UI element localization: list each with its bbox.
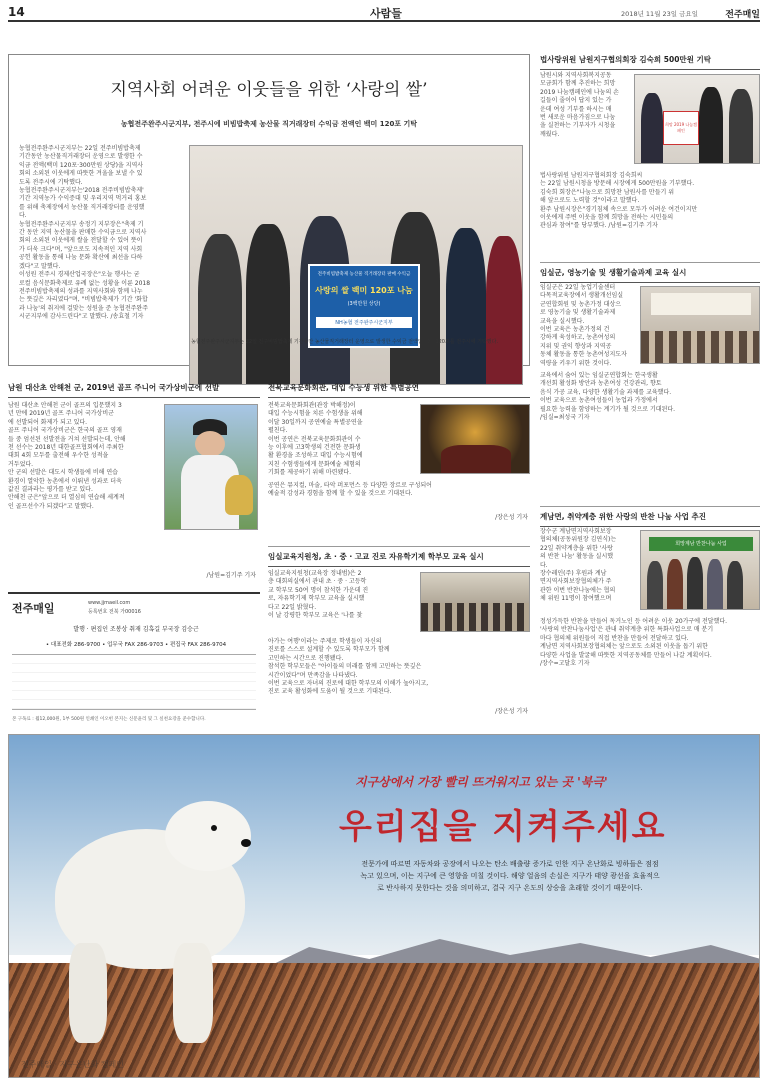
imsil-article	[268, 546, 530, 726]
culture-article	[268, 382, 530, 532]
golf-body: 남원 대산초 안해천 군이 골프의 입문했지 3 년 만에 2019년 골프 주니어 국가상비군 에 선발되어 화제가 되고 있다. 골프 주니어 국가상비군은 한국의 골프 영재 들 중 엄선된 선발전을 거쳐 선발되는데, 안해 천 선수는 2018년 대한골프협회에서 주최한 대회 4회 모두를 출전해 우수한 성적을 거두었다. 안 군의 선발은 대도시 학생들에 비해 연습 환경이 열악한 농촌에서 이뤄낸 성과로 더욱 값진 결과라는 평가를 받고 있다. 안해천 군은"앞으로 더 열심히 연습해 세계적 인 골프선수가 되겠다"고 말했다.	[8, 402, 126, 510]
side3-body-2: 정성가득한 반찬을 만들어 독거노인 등 어려운 이웃 20가구에 전달했다. '사랑의 반찬나눔사업'은 관내 취약계층 위한 특화사업으로 매 분기 마다 협의체 위원들이 직접 반찬을 만들어 전달하고 있다. 계남면 지역사회보장협의체는 앞으로도 소외된 이웃을 돕기 위한 다양한 사업을 발굴해 따뜻한 지역공동체를 만들어 나갈 계획이다. /장수=고달호 기자	[540, 618, 728, 668]
side2-title: 임실군, 영농기술 및 생활기술과제 교육 실시	[540, 262, 760, 283]
lead-photo	[189, 145, 523, 385]
masthead-table	[12, 654, 256, 710]
polar-bear-image	[15, 793, 265, 1043]
masthead-url: www.jjmaeil.com	[88, 600, 131, 606]
masthead-phones: • 대표전화 286-9700 • 업무국 FAX 286-9703 • 편집국 FAX 286-9704	[45, 642, 227, 648]
culture-body: 전북교육문화회관(관장 박해정)이 대입 수능시험을 치른 수험생을 위해 이달 30일까지 공연예술 특별공연을 펼친다. 이번 공연은 전북교육문화회관이 수 능 이후에 고3학생의 건전한 문화생 활 환경을 조성하고 대입 수능시험에 지친 수험생들에게 문화예술 체험의 기회를 제공하기 위해 마련됐다.	[268, 402, 363, 477]
culture-byline: /장은성 기자	[495, 514, 528, 521]
masthead-reg: 등록번호 전북 가00016	[88, 609, 141, 615]
polar-bear-ad	[8, 734, 760, 1078]
masthead-staff: 발행 · 편집인 조봉상 취재 김혹길 부국장 김승근	[73, 626, 199, 633]
lead-title: 지역사회 어려운 이웃들을 위한 ‘사랑의 쌀’	[110, 80, 428, 100]
ad-text-2: 녹고 있으며, 이는 지구에 큰 영향을 미칠 것이다. 해양 얼음의 손실은 지구가 태양 광선을 효율적으	[360, 872, 660, 880]
golf-photo	[164, 404, 258, 530]
side1-body-2: 법사랑위원 남원지구협의회장 김숙희씨 는 22일 남원시청을 방문해 시장에게 500만원을 기부했다. 김숙희 회장은"나눔으로 희망찬 남원사를 만들기 위 해 앞으로도 노력할 것"이라고 말했다. 환주 남원시장은"경기침체 속으로 모두가 어려운 여건이지만 이웃에게 주변 이웃을 함께 희망을 전하는 시민들의 관심과 참여"를 당부했다. /남원=김기주 기자	[540, 172, 698, 230]
culture-photo	[420, 404, 530, 474]
masthead-box	[8, 592, 260, 726]
page-header	[8, 4, 760, 22]
side2-body: 임실군은 22일 농업기술센터 다목적교육장에서 생활개선임실 군연합회원 및 농촌가정 대상으 로 영농기술 및 생활기술과제 교육을 실시했다. 이번 교육은 농촌가정의 건 강하게 육성하고, 농촌여성의 지위 및 권익 향상과 지역공 동체 활동을 통한 농촌여성지도자 역량을 키우기 위한 것이다.	[540, 284, 627, 367]
lead-body: 농협전주완주시군지부는 22일 전주비빔밥축제 기간동안 농산물직거래장터 운영으로 발생한 수 익금 전액(백미 120포·300만원 상당)을 지역사 회의 소외된 이웃에게 따뜻한 겨울을 보낼 수 있 도록 전주시에 기탁했다. 농협전주완주시군지부는'2018 전주비빔밥축제' 기간 지역농가 수익증대 및 우리지역 먹거리 홍보 를 위해 축제장에서 농산물 직거래장터를 운영했 다. 농협전주완주시군지부 송정기 지부장은"축제 기 간 동안 지역 농산물을 판매한 수익금으로 지역사 회의 소외된 이웃에게 쌀을 전달할 수 있어 뜻이 가 더욱 크다"며, "앞으로도 지속적인 지역 사회 공헌 활동을 통해 나눔 문화 확산에 최선을 다하 겠다"고 말했다. 이성원 전주시 경제산업국장은"오늘 행사는 굳 로컬 음식문화축제로 유례 없는 성황을 이룬 2018 전주비빔밥축제의 성과를 지역사회와 함께 나누 는 뜻깊은 자리였다"며, "비빔밥축제가 기간 '화합 과 나눔'의 취지에 걸맞는 성원을 준 농협전주완주 시군지부에 감사드린다"고 말했다. /송효철 기자	[19, 145, 151, 321]
lead-caption: 농협전주완주시군지부는 22일 전주비빔밥축제 기간동안 농산물직거래장터 운영으로 발생한 수익금 전액인 백미 120포를 전주시에 기탁했다.	[191, 339, 499, 345]
ad-tagline: 지구상에서 가장 빨리 뜨거워지고 있는 곳 '북극'	[355, 775, 608, 789]
ad-footer: 전주매일 · 지구온난화 캠페인	[21, 1060, 124, 1069]
imsil-body: 임실교육지원청(교육장 정내범)은 2 층 대회의실에서 관내 초 · 중 · 고등학 교 학부모 50여 명이 참석한 가운데 진 로, 자유학기제 학부모 교육을 실시했 다고 22일 밝혔다. 이 날 강평한 학부모 교육은 '나를 찾	[268, 570, 369, 620]
side2-body-2: 교육에서 숨어 있는 임실군연합회는 한국생활 개선회 활성화 방안과 농촌여성 건강관리, 향토 음식 가공 교육, 다양한 생활기술 과제를 교육했다. 이번 교육으로 농촌여성들이 농업과 가정에서 필요한 능력을 함양하는 계기가 될 것으로 기대된다. /임실=최성국 기자	[540, 372, 676, 422]
rice-banner: 전주비빔밥축제 농산물 직거래장터 판매 수익금 사랑의 쌀 백미 120포 나눔 (3백만원 상당) NH농협 전주완주시군지부	[308, 264, 420, 348]
section-name: 사람들	[370, 7, 402, 20]
lead-subtitle: 농협전주완주시군지부, 전주시에 비빔밥축제 농산물 직거래장터 수익금 전액인 백미 120포 기탁	[120, 120, 418, 128]
golf-title: 남원 대산초 안해천 군, 2019년 골프 주니어 국가상비군에 선발	[8, 382, 260, 398]
side3-body: 장수군 계남면지역사회보장 협의체(공동위원장 김연식)는 22일 취약계층을 위한 '사랑 의 반찬 나눔' 활동을 실시했 다. 장수레인(주) 후원과 계남 면지역사회보장협의체가 주 관한 이번 반찬나눔에는 협의 체 위원 11명이 참여했으며	[540, 528, 617, 603]
culture-title: 전북교육문화회관, 대입 수능생 위한 특별공연	[268, 382, 530, 398]
header-date: 2018년 11월 23일 금요일	[621, 10, 698, 18]
golf-article	[8, 382, 260, 582]
side2-photo	[640, 286, 760, 364]
imsil-byline: /장은성 기자	[495, 708, 528, 715]
imsil-photo	[420, 572, 530, 632]
side-article-1	[540, 54, 760, 276]
masthead-footer: 본 구독료 : 월12,000원, 1부 500원 인쇄인 이오헌 본지는 신문윤리 및 그 실천요강을 준수합니다.	[12, 717, 206, 722]
side3-title: 계남면, 취약계층 위한 사랑의 반찬 나눔 사업 추진	[540, 506, 760, 527]
ad-text-1: 전문가에 따르면 자동차와 공장에서 나오는 탄소 배출량 증가로 인한 지구 온난화로 빙하들은 점점	[361, 860, 659, 868]
imsil-body-2: 아가는 여행'이라는 주제로 학생들이 자신의 진로를 스스로 설계할 수 있도록 학부모가 함께 고민하는 시간으로 진행됐다. 참석한 학부모들은 "아이들의 미래를 함께 고민하는 뜻깊은 시간이었다"며 만족감을 나타냈다. 이번 교육으로 자녀의 진로에 대한 학부모의 이해가 높아지고, 진로 교육 활성화에 도움이 될 것으로 기대된다.	[268, 638, 429, 696]
header-paper: 전주매일	[725, 10, 760, 20]
ad-text-3: 로 반사하지 못한다는 것을 의미하고, 결국 지구 온도의 상승을 초래할 것이기 때문이다.	[377, 884, 643, 892]
side3-banner: 희망계남 반찬나눔 사업	[649, 537, 753, 551]
culture-body-2: 공연은 뮤지컬, 마술, 타악 퍼포먼스 등 다양한 장르로 구성되어 예술적 감성과 경험을 함께 할 수 있을 것으로 기대된다.	[268, 482, 432, 498]
lead-article	[8, 54, 530, 366]
golf-byline: /남원=김기주 기자	[206, 572, 256, 579]
page-number: 14	[8, 5, 25, 19]
side-article-3	[540, 506, 760, 730]
side1-title: 법사랑위원 남원지구협의회장 김숙희 500만원 기탁	[540, 54, 760, 70]
side1-body: 남원시와 지역사회복지공동 모금회가 함께 추진하는 희망 2019 나눔캠페인에 나눔의 손 길들이 줄이어 답지 있는 가 운데 여성 기부를 하시는 매 번 새로운 마음가짐으로 나눔 을 실천하는 기부자가 시청을 깨웠다.	[540, 72, 619, 138]
side1-board: 희망 2019 나눔캠페인	[663, 111, 699, 145]
side1-photo	[634, 74, 760, 164]
ad-headline: 우리집을 지켜주세요	[339, 807, 667, 847]
imsil-title: 임실교육지원청, 초 · 중 · 고교 진로 자유학기제 학부모 교육 실시	[268, 546, 530, 567]
side3-photo	[640, 530, 760, 610]
side-article-2	[540, 262, 760, 492]
masthead-name: 전주매일	[12, 602, 55, 615]
